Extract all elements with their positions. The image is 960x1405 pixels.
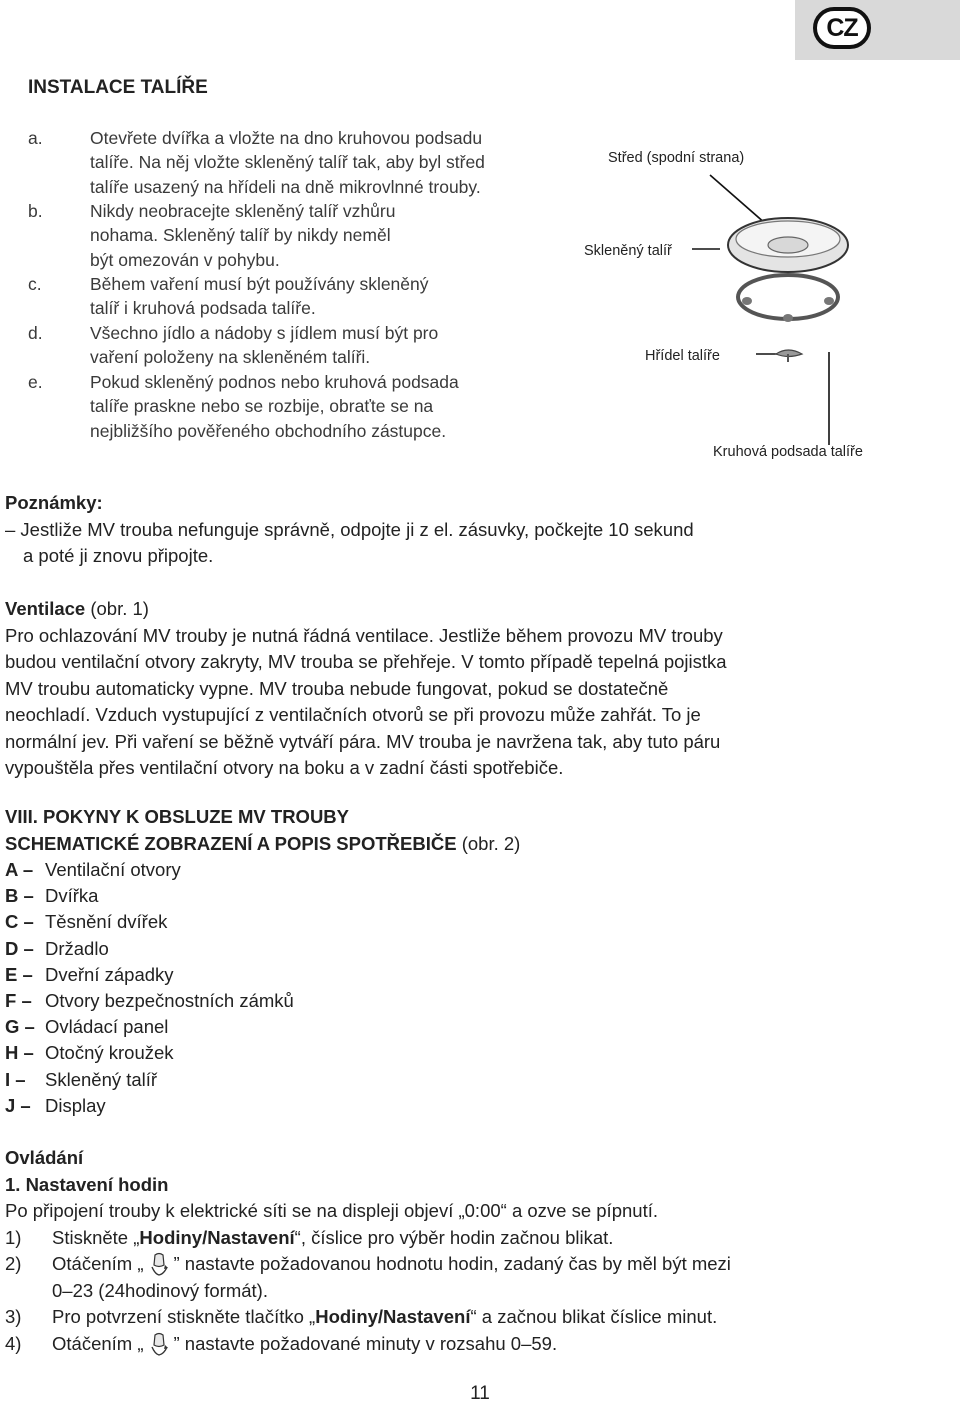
step-text xyxy=(52,1251,731,1278)
ventilation-line: Pro ochlazování MV trouby je nutná řádná ventilace. Jestliže během provozu MV trouby xyxy=(5,624,723,646)
clock-intro: Po připojení trouby k elektrické síti se na displeji objeví „0:00“ a ozve se pípnutí. xyxy=(5,1200,658,1221)
ventilation-title-ref: (obr. 1) xyxy=(85,598,149,619)
step-text-part: Pro potvrzení stiskněte tlačítko „ xyxy=(52,1306,316,1327)
part-name: Ventilační otvory xyxy=(45,859,181,880)
page-number: 11 xyxy=(470,1383,490,1404)
ventilation-title-bold: Ventilace xyxy=(5,598,86,619)
part-key: I – xyxy=(5,1068,26,1090)
part-key: C – xyxy=(5,911,34,933)
part-key: E – xyxy=(5,963,33,985)
step-line: Nikdy neobracejte skleněný talíř vzhůru xyxy=(90,201,396,221)
step-text-part: Otáčením „ xyxy=(52,1332,144,1354)
part-key: J – xyxy=(5,1094,31,1116)
step-line: talíř i kruhová podsada talíře. xyxy=(90,298,316,319)
language-badge: CZ xyxy=(813,7,871,49)
step-letter: d. xyxy=(28,323,43,343)
part-key: H – xyxy=(5,1042,34,1064)
notes-line: a poté ji znovu připojte. xyxy=(23,545,214,566)
notes-title: Poznámky: xyxy=(5,492,103,513)
clock-step-3 xyxy=(5,1304,955,1331)
part-key: D – xyxy=(5,937,34,959)
step-line: Otevřete dvířka a vložte na dno kruhovou podsadu xyxy=(90,128,483,148)
step-number: 1) xyxy=(5,1226,22,1248)
step-line: Během vaření musí být používány skleněný xyxy=(90,274,429,294)
part-name: Dveřní západky xyxy=(45,963,174,985)
notes-line: – Jestliže MV trouba nefunguje správně, odpojte ji z el. zásuvky, počkejte 10 sekund xyxy=(5,518,694,540)
ventilation-line: normální jev. Při vaření se běžně vytváří pára. MV trouba je navržena tak, aby tuto páru xyxy=(5,730,721,752)
ventilation-title xyxy=(5,596,955,623)
control-title: Ovládání xyxy=(5,1147,84,1168)
step-letter: b. xyxy=(28,201,43,221)
part-key: F – xyxy=(5,989,32,1011)
clock-step-4 xyxy=(5,1331,955,1358)
step-line: talíře praskne nebo se rozbije, obraťte se na xyxy=(90,396,434,417)
step-line: být omezován v pohybu. xyxy=(90,249,280,270)
step-line: talíře usazený na hřídeli na dně mikrovlnné trouby. xyxy=(90,176,481,197)
ventilation-block xyxy=(5,596,955,782)
ventilation-line: neochladí. Vzduch vystupující z ventilačních otvorů se při provozu může zahřát. To je xyxy=(5,704,701,725)
install-step-c xyxy=(28,272,588,321)
glass-tray-hub xyxy=(768,237,808,253)
step-line: Všechno jídlo a nádoby s jídlem musí být pro xyxy=(90,323,439,343)
roller-ring xyxy=(738,275,838,319)
section-8-subtitle xyxy=(5,831,955,858)
roller-wheel-left xyxy=(742,297,752,305)
step-text-part: Stiskněte „ xyxy=(52,1226,140,1248)
part-name: Držadlo xyxy=(45,937,109,959)
step-letter: c. xyxy=(28,274,42,294)
part-name: Ovládací panel xyxy=(45,1016,169,1038)
step-text: 0–23 (24hodinový formát). xyxy=(52,1279,268,1301)
clock-step-2-cont xyxy=(5,1278,955,1305)
part-name: Otvory bezpečnostních zámků xyxy=(45,989,294,1011)
step-text-part: ” nastavte požadovanou hodnotu hodin, zadaný čas by měl být mezi xyxy=(173,1253,731,1274)
install-step-e xyxy=(28,370,588,443)
step-letter: a. xyxy=(28,128,43,148)
step-number: 2) xyxy=(5,1253,22,1274)
label-shaft: Hřídel talíře xyxy=(645,348,720,364)
label-center: Střed (spodní strana) xyxy=(608,150,745,166)
part-name: Display xyxy=(45,1094,106,1116)
step-text-part: “, číslice pro výběr hodin začnou blikat. xyxy=(294,1226,614,1248)
step-number: 3) xyxy=(5,1306,22,1327)
step-line: nejbližšího pověřeného obchodního zástupce. xyxy=(90,420,447,441)
install-step-b xyxy=(28,199,588,272)
turntable-diagram xyxy=(580,140,910,470)
step-line: vaření položeny na skleněném talíři. xyxy=(90,347,371,368)
part-name: Dvířka xyxy=(45,885,99,907)
clock-title: 1. Nastavení hodin xyxy=(5,1173,169,1195)
part-key: B – xyxy=(5,885,34,907)
step-text xyxy=(52,1331,557,1358)
step-text-part: Otáčením „ xyxy=(52,1253,144,1274)
part-key: G – xyxy=(5,1016,35,1038)
step-text xyxy=(52,1304,717,1331)
roller-wheel-right xyxy=(824,297,834,305)
part-name: Těsnění dvířek xyxy=(45,911,168,933)
subtitle-bold: SCHEMATICKÉ ZOBRAZENÍ A POPIS SPOTŘEBIČE xyxy=(5,832,457,854)
subtitle-ref: (obr. 2) xyxy=(456,832,521,854)
step-line: talíře. Na něj vložte skleněný talíř tak, aby byl střed xyxy=(90,152,485,173)
part-name: Skleněný talíř xyxy=(45,1068,158,1090)
roller-wheel-front xyxy=(783,314,793,322)
install-step-d xyxy=(28,321,588,370)
rotary-knob-icon xyxy=(146,1331,172,1357)
step-text-part: “ a začnou blikat číslice minut. xyxy=(470,1306,718,1327)
part-name: Otočný kroužek xyxy=(45,1042,174,1064)
clock-step-2 xyxy=(5,1251,955,1278)
notes-block xyxy=(5,490,955,570)
section-8-heading xyxy=(5,804,955,857)
step-text-part: ” nastavte požadované minuty v rozsahu 0–59. xyxy=(173,1332,558,1354)
control-block xyxy=(5,1145,955,1357)
install-step-a xyxy=(28,126,588,199)
clock-button-name: Hodiny/Nastavení xyxy=(139,1226,295,1248)
rotary-knob-icon xyxy=(146,1251,172,1277)
step-number: 4) xyxy=(5,1332,22,1354)
install-title: INSTALACE TALÍŘE xyxy=(28,77,208,98)
clock-step-1 xyxy=(5,1225,955,1252)
ventilation-line: budou ventilační otvory zakryty, MV trouba se přehřeje. V tomto případě tepelná pojistka xyxy=(5,651,727,672)
section-8-title: VIII. POKYNY K OBSLUZE MV TROUBY xyxy=(5,806,350,827)
step-text xyxy=(52,1225,613,1252)
step-line: nohama. Skleněný talíř by nikdy neměl xyxy=(90,225,391,246)
clock-button-name: Hodiny/Nastavení xyxy=(315,1306,471,1327)
ventilation-line: MV troubu automaticky vypne. MV trouba nebude fungovat, pokud se dostatečně xyxy=(5,677,669,699)
part-key: A – xyxy=(5,859,34,880)
label-glass-tray: Skleněný talíř xyxy=(584,243,672,259)
label-roller-ring: Kruhová podsada talíře xyxy=(713,444,863,460)
step-letter: e. xyxy=(28,372,43,392)
step-line: Pokud skleněný podnos nebo kruhová podsada xyxy=(90,372,459,392)
ventilation-line: vypouštěla přes ventilační otvory na boku a v zadní části spotřebiče. xyxy=(5,757,564,778)
